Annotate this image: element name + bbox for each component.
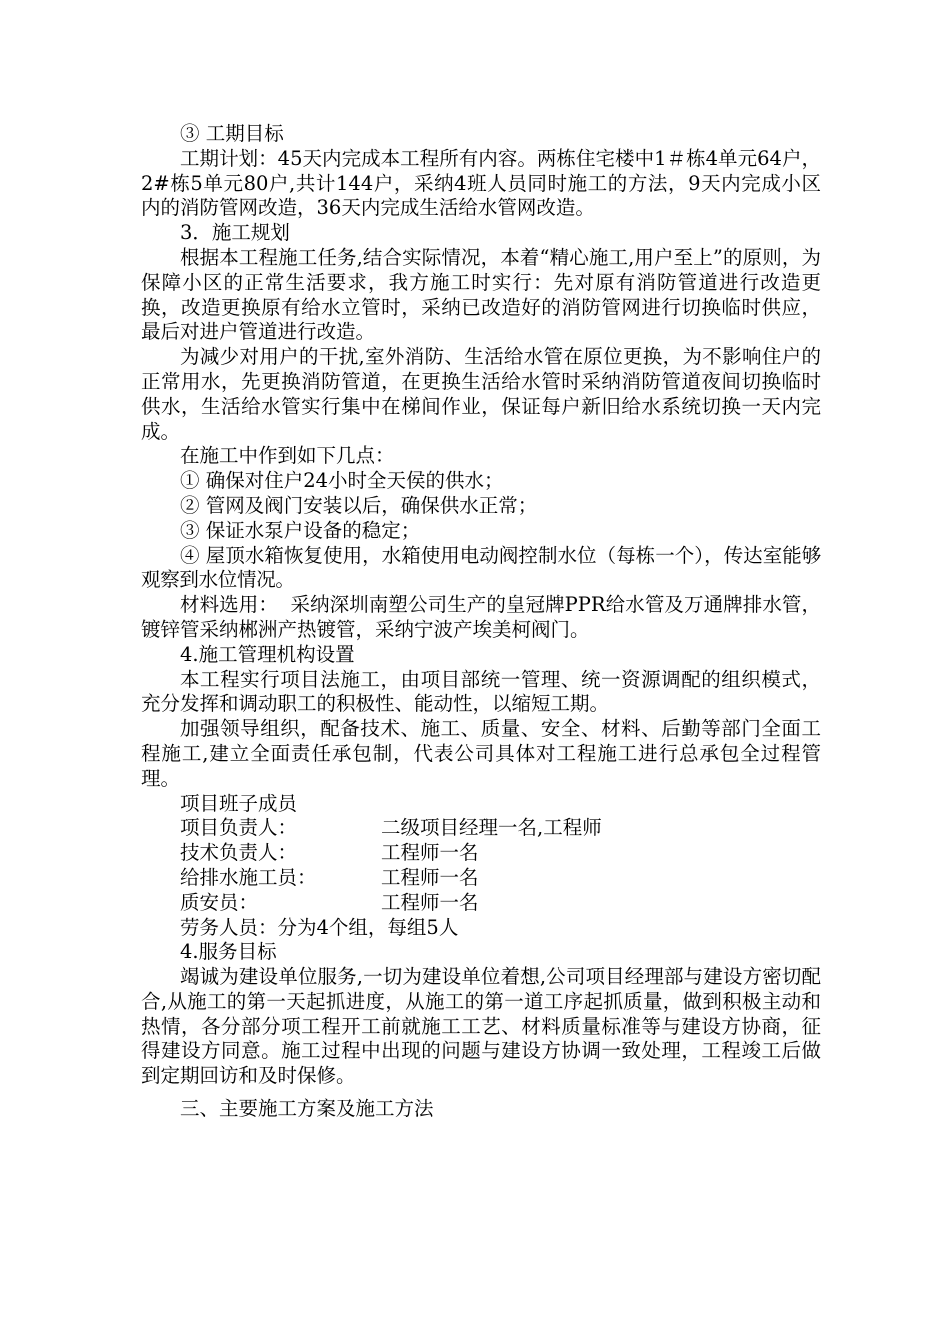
team-role: 项目负责人： <box>180 816 298 840</box>
planning-paragraph: 根据本工程施工任务,结合实际情况，本着“精心施工,用户至上”的原则，为保障小区的正常生活要求，我方施工时实行：先对原有消防管道进行改造更换，改造更换原有给水立管时，采纳已改造好的消防管网进行切换临时供应，最后对进户管道进行改造。 <box>141 245 821 344</box>
interference-paragraph: 为减少对用户的干扰,室外消防、生活给水管在原位更换，为不影响住户的正常用水，先更换消防管道，在更换生活给水管时采纳消防管道夜间切换临时供水，生活给水管实行集中在梯间作业，保证每户新旧给水系统切换一天内完成。 <box>141 345 821 443</box>
team-desc: 工程师一名 <box>381 865 479 889</box>
schedule-paragraph: 工期计划：45天内完成本工程所有内容。两栋住宅楼中1＃栋4单元64户，2#栋5单元80户,共计144户，采纳4班人员同时施工的方法，9天内完成小区内的消防管网改造，36天内完成生活给水管网改造。 <box>141 146 821 220</box>
team-desc: 工程师一名 <box>381 890 479 914</box>
management-paragraph: 本工程实行项目法施工，由项目部统一管理、统一资源调配的组织模式，充分发挥和调动职工的积极性、能动性，以缩短工期。 <box>141 667 821 716</box>
management-heading: 4.施工管理机构设置 <box>180 642 355 666</box>
point-3: ③ 保证水泵户设备的稳定； <box>180 518 421 542</box>
team-row <box>141 891 821 916</box>
team-heading: 项目班子成员 <box>180 791 298 815</box>
point-1: ① 确保对住户24小时全天侯的供水； <box>180 469 504 493</box>
team-desc: 二级项目经理一名,工程师 <box>381 816 602 840</box>
goal-heading: ③ 工期目标 <box>180 122 284 145</box>
service-heading: 4.服务目标 <box>180 940 277 964</box>
team-row <box>141 841 821 866</box>
team-row <box>141 816 821 841</box>
service-paragraph: 竭诚为建设单位服务,一切为建设单位着想,公司项目经理部与建设方密切配合,从施工的第一天起抓进度，从施工的第一道工序起抓质量，做到积极主动和热情，各分部分项工程开工前就施工工艺、材料质量标准等与建设方协商，征得建设方同意。施工过程中出现的问题与建设方协调一致处理，工程竣工后做到定期回访和及时保修。 <box>141 965 821 1088</box>
document-page <box>141 122 821 1122</box>
point-2: ② 管网及阀门安装以后，确保供水正常； <box>180 493 538 517</box>
materials-paragraph: 材料选用： 采纳深圳南塑公司生产的皇冠牌PPR给水管及万通牌排水管，镀锌管采纳郴洲产热镀管，采纳宁波产埃美柯阀门。 <box>141 593 821 641</box>
team-desc: 工程师一名 <box>381 841 479 865</box>
points-intro: 在施工中作到如下几点： <box>180 444 395 468</box>
team-row <box>141 866 821 891</box>
section-heading: 三、主要施工方案及施工方法 <box>180 1097 434 1121</box>
labor-line: 劳务人员：分为4个组，每组5人 <box>180 915 459 939</box>
point-4: ④ 屋顶水箱恢复使用，水箱使用电动阀控制水位（每栋一个），传达室能够观察到水位情况。 <box>141 543 821 592</box>
team-role: 给排水施工员： <box>180 865 317 889</box>
planning-heading: 3．施工规划 <box>180 221 290 245</box>
team-role: 技术负责人： <box>180 841 298 865</box>
leadership-paragraph: 加强领导组织，配备技术、施工、质量、安全、材料、后勤等部门全面工程施工,建立全面责任承包制，代表公司具体对工程施工进行总承包全过程管理。 <box>141 717 821 790</box>
team-role: 质安员： <box>180 890 259 914</box>
